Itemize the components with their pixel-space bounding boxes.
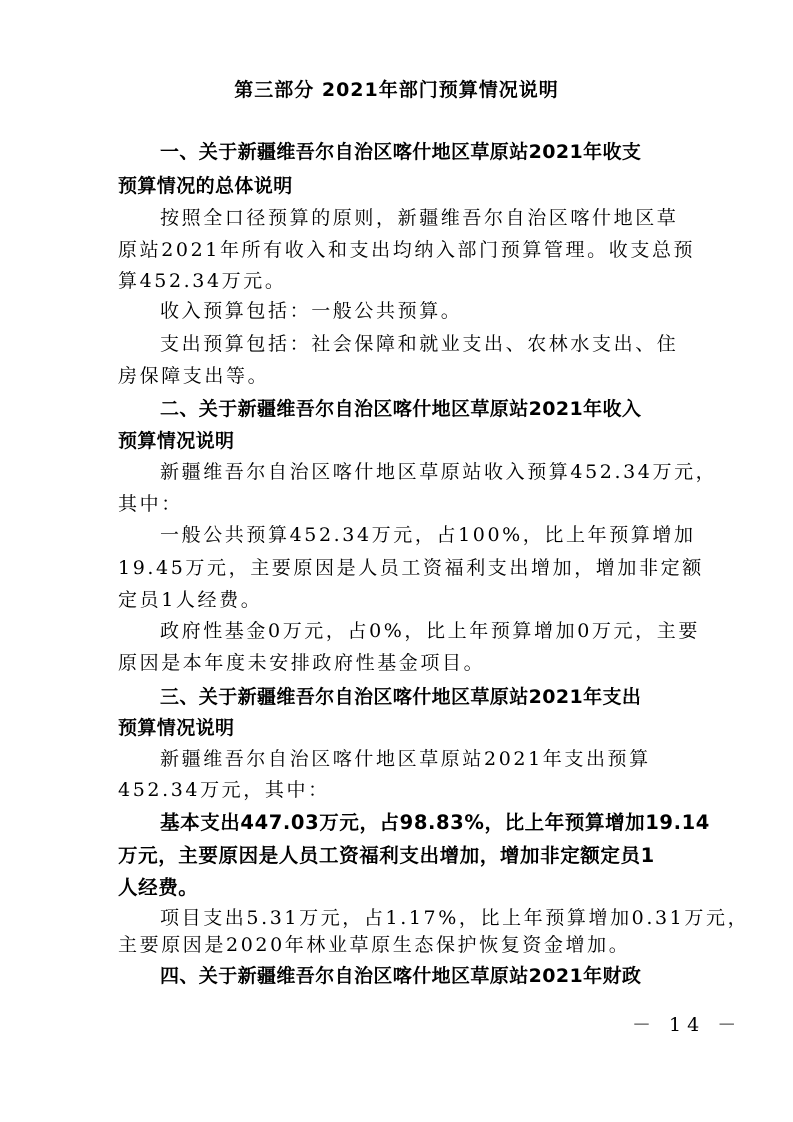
paragraph-line: 按照全口径预算的原则，新疆维吾尔自治区喀什地区草 <box>160 207 679 229</box>
section-1-heading: 一、关于新疆维吾尔自治区喀什地区草原站2021年收支 <box>160 141 642 163</box>
paragraph-line: 原站2021年所有收入和支出均纳入部门预算管理。收支总预 <box>118 239 696 261</box>
section-2-heading-cont: 预算情况说明 <box>118 430 235 452</box>
paragraph-line: 其中： <box>118 493 183 515</box>
paragraph-line: 算452.34万元。 <box>118 270 287 292</box>
bold-paragraph-line: 万元，主要原因是人员工资福利支出增加，增加非定额定员1 <box>118 844 655 867</box>
paragraph-line: 支出预算包括：社会保障和就业支出、农林水支出、住 <box>160 333 679 355</box>
section-4-heading: 四、关于新疆维吾尔自治区喀什地区草原站2021年财政 <box>160 965 642 987</box>
paragraph-line: 定员1人经费。 <box>118 589 263 611</box>
paragraph-line: 收入预算包括：一般公共预算。 <box>160 300 463 322</box>
paragraph-line: 项目支出5.31万元，占1.17%，比上年预算增加0.31万元， <box>160 907 750 929</box>
bold-paragraph-line: 人经费。 <box>118 876 199 899</box>
section-1-heading-cont: 预算情况的总体说明 <box>118 175 293 197</box>
paragraph-line: 新疆维吾尔自治区喀什地区草原站2021年支出预算 <box>160 748 651 770</box>
paragraph-line: 19.45万元，主要原因是人员工资福利支出增加，增加非定额 <box>118 557 704 579</box>
paragraph-line: 房保障支出等。 <box>118 365 270 387</box>
paragraph-line: 主要原因是2020年林业草原生态保护恢复资金增加。 <box>118 934 631 956</box>
section-2-heading: 二、关于新疆维吾尔自治区喀什地区草原站2021年收入 <box>160 398 642 420</box>
paragraph-line: 一般公共预算452.34万元，占100%，比上年预算增加 <box>160 524 696 546</box>
page-number: － 14 － <box>632 1014 743 1036</box>
paragraph-line: 新疆维吾尔自治区喀什地区草原站收入预算452.34万元， <box>160 461 718 483</box>
paragraph-line: 政府性基金0万元，占0%，比上年预算增加0万元，主要 <box>160 620 700 642</box>
paragraph-line: 原因是本年度未安排政府性基金项目。 <box>118 652 486 674</box>
bold-paragraph-line: 基本支出447.03万元，占98.83%，比上年预算增加19.14 <box>160 811 710 834</box>
section-3-heading: 三、关于新疆维吾尔自治区喀什地区草原站2021年支出 <box>160 686 642 708</box>
page-title: 第三部分 2021年部门预算情况说明 <box>234 79 559 101</box>
paragraph-line: 452.34万元，其中： <box>118 779 330 801</box>
section-3-heading-cont: 预算情况说明 <box>118 717 235 739</box>
